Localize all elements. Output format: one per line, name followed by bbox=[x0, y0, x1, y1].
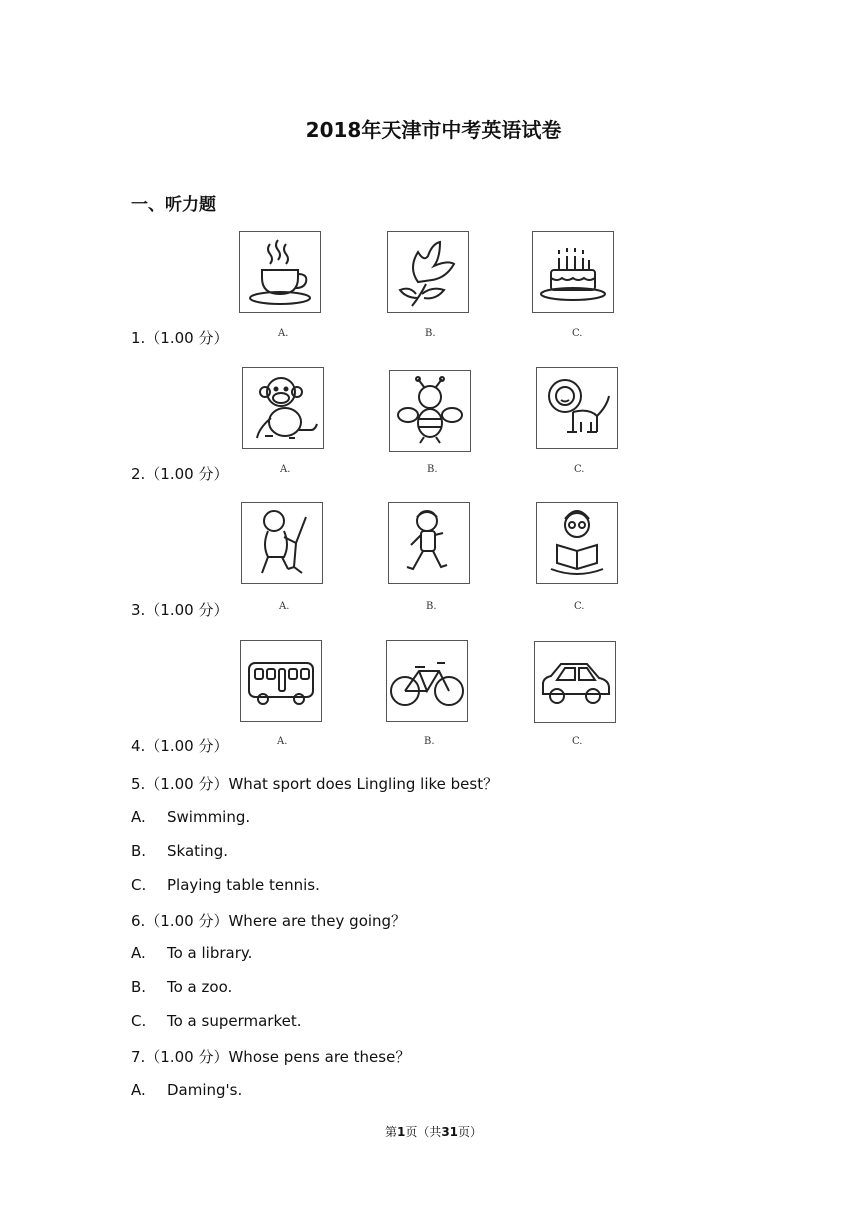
picture-label-c: C. bbox=[574, 601, 585, 612]
car-icon[interactable] bbox=[534, 641, 616, 723]
picture-label-c: C. bbox=[574, 464, 585, 475]
monkey-icon[interactable] bbox=[242, 367, 324, 449]
question-stem: 5.（1.00 分）What sport does Lingling like best？ bbox=[131, 775, 499, 793]
total-page-count: 31 bbox=[441, 1125, 459, 1139]
answer-option[interactable] bbox=[131, 1012, 302, 1030]
answer-option[interactable] bbox=[131, 808, 250, 826]
option-text: To a supermarket. bbox=[167, 1012, 302, 1030]
question-stem: 6.（1.00 分）Where are they going？ bbox=[131, 912, 407, 930]
option-letter: C. bbox=[131, 876, 147, 894]
answer-option[interactable] bbox=[131, 876, 320, 894]
picture-label-b: B. bbox=[425, 328, 436, 339]
coffee-cup-icon[interactable] bbox=[239, 231, 321, 313]
footer-suffix: 页） bbox=[458, 1125, 483, 1139]
footer-prefix: 第 bbox=[384, 1125, 397, 1139]
option-letter: A. bbox=[131, 944, 146, 962]
option-text: Swimming. bbox=[167, 808, 251, 826]
answer-option[interactable] bbox=[131, 944, 252, 962]
picture-label-b: B. bbox=[426, 601, 437, 612]
question-stem: 7.（1.00 分）Whose pens are these？ bbox=[131, 1048, 411, 1066]
answer-option[interactable] bbox=[131, 842, 228, 860]
question-number: 3.（1.00 分） bbox=[131, 601, 229, 619]
sweeping-boy-icon[interactable] bbox=[241, 502, 323, 584]
page-title: 2018年天津市中考英语试卷 bbox=[305, 118, 562, 142]
current-page-number: 1 bbox=[396, 1125, 406, 1139]
picture-label-a: A. bbox=[280, 464, 291, 475]
option-letter: B. bbox=[131, 978, 147, 996]
option-text: Skating. bbox=[167, 842, 228, 860]
option-letter: B. bbox=[131, 842, 147, 860]
option-letter: A. bbox=[131, 1081, 146, 1099]
flower-icon[interactable] bbox=[387, 231, 469, 313]
answer-option[interactable] bbox=[131, 978, 232, 996]
bee-icon[interactable] bbox=[389, 370, 471, 452]
picture-label-a: A. bbox=[277, 736, 288, 747]
option-text: Daming's. bbox=[167, 1081, 243, 1099]
lion-icon[interactable] bbox=[536, 367, 618, 449]
page-footer bbox=[0, 1123, 867, 1140]
option-letter: C. bbox=[131, 1012, 147, 1030]
footer-middle: 页（共 bbox=[405, 1125, 442, 1139]
question-number: 2.（1.00 分） bbox=[131, 465, 229, 483]
answer-option[interactable] bbox=[131, 1081, 242, 1099]
picture-label-b: B. bbox=[424, 736, 435, 747]
option-text: To a library. bbox=[167, 944, 253, 962]
picture-label-c: C. bbox=[572, 328, 583, 339]
walking-boy-icon[interactable] bbox=[388, 502, 470, 584]
section-heading: 一、听力题 bbox=[131, 195, 216, 215]
bicycle-icon[interactable] bbox=[386, 640, 468, 722]
question-number: 4.（1.00 分） bbox=[131, 737, 229, 755]
birthday-cake-icon[interactable] bbox=[532, 231, 614, 313]
picture-label-b: B. bbox=[427, 464, 438, 475]
picture-label-a: A. bbox=[278, 328, 289, 339]
question-number: 1.（1.00 分） bbox=[131, 329, 229, 347]
bus-icon[interactable] bbox=[240, 640, 322, 722]
picture-label-c: C. bbox=[572, 736, 583, 747]
option-letter: A. bbox=[131, 808, 146, 826]
option-text: To a zoo. bbox=[167, 978, 233, 996]
reading-boy-icon[interactable] bbox=[536, 502, 618, 584]
option-text: Playing table tennis. bbox=[167, 876, 320, 894]
picture-label-a: A. bbox=[279, 601, 290, 612]
